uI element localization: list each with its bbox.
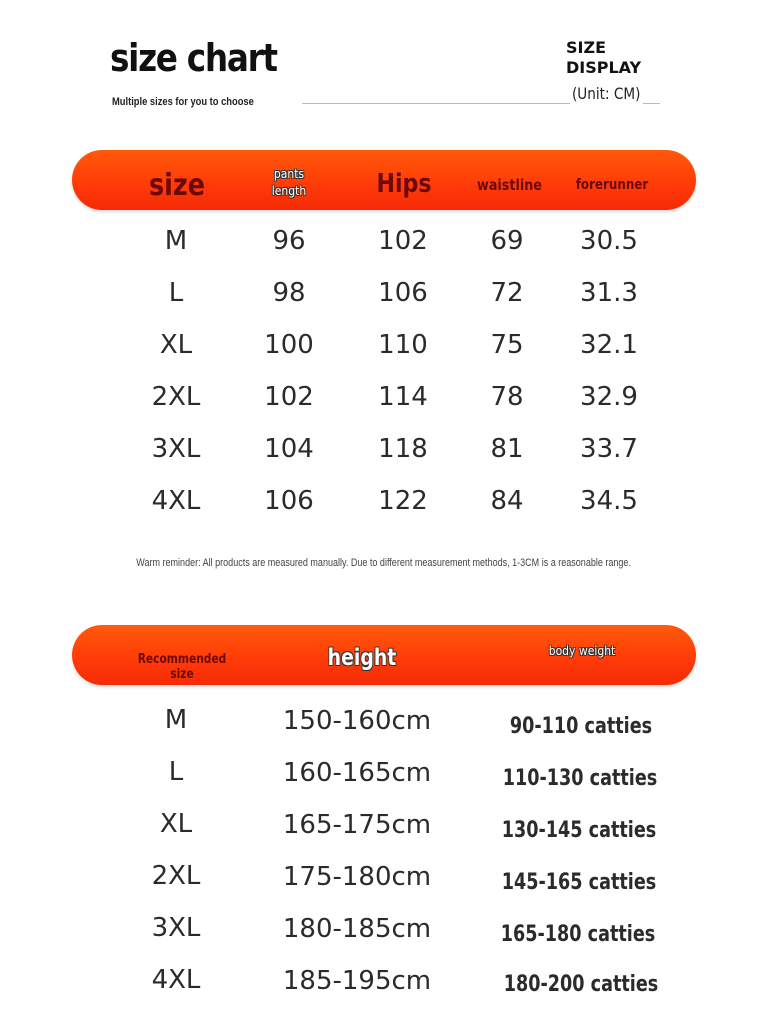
cell-waistline: 81 — [490, 434, 524, 464]
cell-body-weight: 130-145 catties — [501, 818, 657, 843]
cell-body-weight: 90-110 catties — [509, 714, 653, 739]
cell-body-weight: 165-180 catties — [500, 922, 656, 947]
reminder-text: Warm reminder: All products are measured manually. Due to different measurement methods, 1-3CM is a reasonable range. — [136, 557, 632, 569]
cell-size: XL — [159, 330, 193, 360]
cell-height: 175-180cm — [282, 862, 432, 892]
cell-size: XL — [159, 809, 193, 839]
cell-size: 2XL — [151, 382, 201, 412]
cell-pants-length: 102 — [264, 382, 314, 412]
cell-hips: 118 — [378, 434, 428, 464]
cell-height: 185-195cm — [282, 966, 432, 996]
cell-pants-length: 98 — [272, 278, 306, 308]
cell-size: L — [168, 278, 184, 308]
cell-pants-length: 100 — [264, 330, 314, 360]
cell-height: 160-165cm — [282, 758, 432, 788]
column-header-hips: Hips — [376, 169, 432, 199]
column-header-recommended-size: Recommended size — [137, 652, 227, 682]
size-display-line1: SIZE — [566, 38, 607, 57]
page-subtitle: Multiple sizes for you to choose — [112, 96, 254, 108]
cell-forerunner: 32.1 — [580, 330, 638, 360]
cell-size: 3XL — [151, 913, 201, 943]
cell-forerunner: 34.5 — [580, 486, 638, 516]
column-header-size: size — [148, 168, 206, 203]
cell-pants-length: 106 — [264, 486, 314, 516]
cell-pants-length: 104 — [264, 434, 314, 464]
column-header-body-weight: body weight — [548, 644, 616, 658]
recommendation-table-header — [72, 625, 696, 685]
cell-height: 165-175cm — [282, 810, 432, 840]
column-header-forerunner: forerunner — [575, 177, 649, 193]
cell-waistline: 69 — [490, 226, 524, 256]
cell-forerunner: 32.9 — [580, 382, 638, 412]
cell-hips: 122 — [378, 486, 428, 516]
cell-forerunner: 31.3 — [580, 278, 638, 308]
cell-hips: 102 — [378, 226, 428, 256]
divider — [302, 103, 570, 104]
column-header-pants-length: pants length — [271, 167, 307, 198]
measurement-table-header — [72, 150, 696, 210]
size-display-line2: DISPLAY — [566, 58, 642, 77]
page-title: size chart — [110, 36, 277, 80]
measurement-reminder — [0, 557, 768, 569]
cell-size: 4XL — [151, 486, 201, 516]
cell-size: L — [168, 757, 184, 787]
cell-hips: 106 — [378, 278, 428, 308]
cell-size: 3XL — [151, 434, 201, 464]
cell-size: 2XL — [151, 861, 201, 891]
cell-waistline: 72 — [490, 278, 524, 308]
cell-body-weight: 145-165 catties — [501, 870, 657, 895]
cell-waistline: 75 — [490, 330, 524, 360]
column-header-height: height — [327, 645, 397, 671]
divider — [643, 103, 660, 104]
unit-label: (Unit: CM) — [572, 84, 641, 103]
cell-size: 4XL — [151, 965, 201, 995]
size-display-label — [566, 38, 641, 78]
cell-body-weight: 180-200 catties — [503, 972, 659, 997]
cell-hips: 114 — [378, 382, 428, 412]
cell-height: 150-160cm — [282, 706, 432, 736]
cell-pants-length: 96 — [272, 226, 306, 256]
cell-height: 180-185cm — [282, 914, 432, 944]
cell-hips: 110 — [378, 330, 428, 360]
cell-forerunner: 33.7 — [580, 434, 638, 464]
column-header-waistline: waistline — [477, 176, 542, 194]
cell-size: M — [164, 226, 188, 256]
cell-waistline: 78 — [490, 382, 524, 412]
cell-waistline: 84 — [490, 486, 524, 516]
cell-forerunner: 30.5 — [580, 226, 638, 256]
cell-size: M — [164, 705, 188, 735]
cell-body-weight: 110-130 catties — [502, 766, 658, 791]
